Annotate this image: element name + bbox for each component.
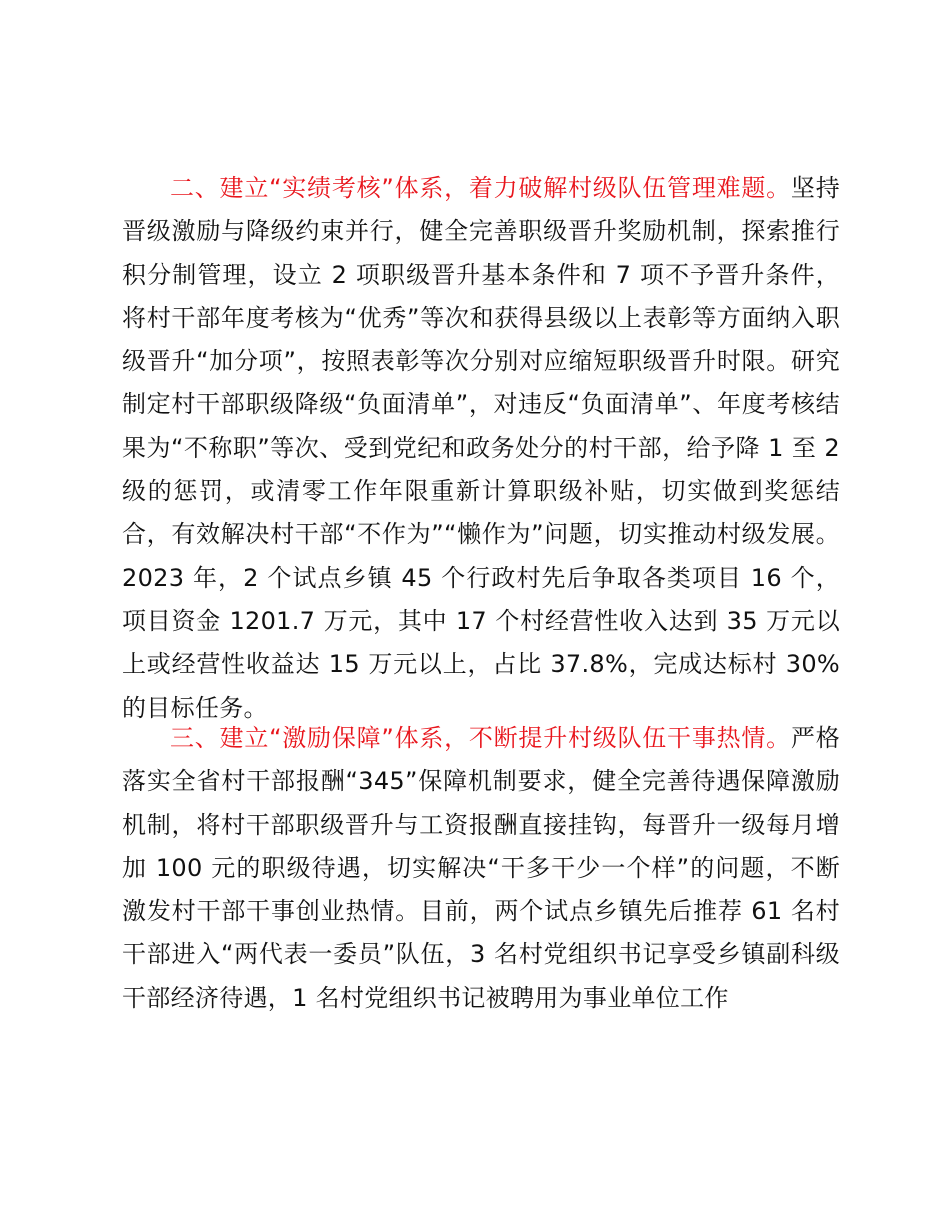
section-heading-incentive-guarantee: 三、建立“激励保障”体系，不断提升村级队伍干事热情。 [170,724,791,752]
section-heading-performance-assessment: 二、建立“实绩考核”体系，着力破解村级队伍管理难题。 [170,174,791,202]
paragraph-incentive-guarantee [122,717,840,1020]
section-body-performance-assessment: 坚持晋级激励与降级约束并行，健全完善职级晋升奖励机制，探索推行积分制管理，设立 2 项职级晋升基本条件和 7 项不予晋升条件，将村干部年度考核为“优秀”等次和获得县级以上表彰等方面纳入职级晋升“加分项”，按照表彰等次分别对应缩短职级晋升时限。研究制定村干部职级降级“负面清单”，对违反“负面清单”、年度考核结果为“不称职”等次、受到党纪和政务处分的村干部，给予降 1 至 2 级的惩罚，或清零工作年限重新计算职级补贴，切实做到奖惩结合，有效解决村干部“不作为”“懒作为”问题，切实推动村级发展。2023 年，2 个试点乡镇 45 个行政村先后争取各类项目 16 个，项目资金 1201.7 万元，其中 17 个村经营性收入达到 35 万元以上或经营性收益达 15 万元以上，占比 37.8%，完成达标村 30%的目标任务。 [122,174,840,722]
section-body-incentive-guarantee: 严格落实全省村干部报酬“345”保障机制要求，健全完善待遇保障激励机制，将村干部职级晋升与工资报酬直接挂钩，每晋升一级每月增加 100 元的职级待遇，切实解决“干多干少一个样”的问题，不断激发村干部干事创业热情。目前，两个试点乡镇先后推荐 61 名村干部进入“两代表一委员”队伍，3 名村党组织书记享受乡镇副科级干部经济待遇，1 名村党组织书记被聘用为事业单位工作 [122,724,841,1012]
paragraph-performance-assessment [122,167,840,730]
